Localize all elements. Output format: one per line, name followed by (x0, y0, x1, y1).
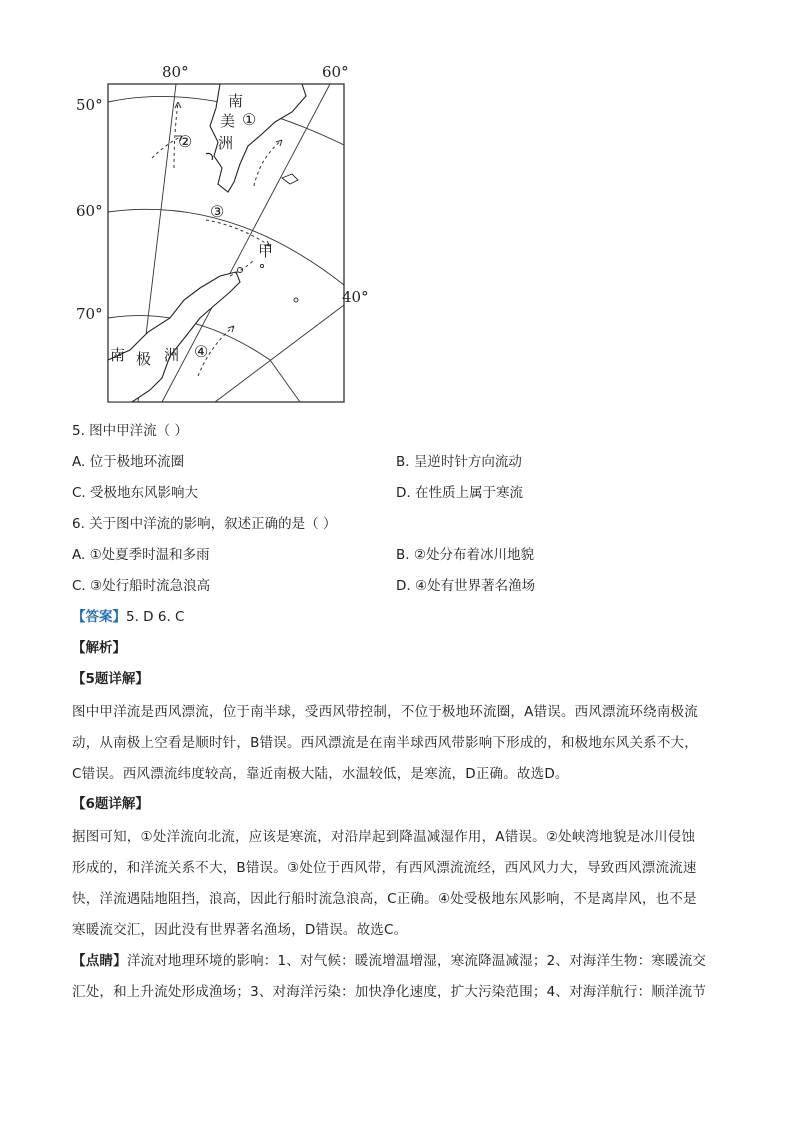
answer-tag: 【答案】 (72, 609, 126, 625)
q6-option-c: C. ③处行船时流急浪高 (72, 578, 211, 594)
answer-row (72, 608, 184, 626)
detail6-line: 寒暖流交汇，因此没有世界著名渔场，D错误。故选C。 (72, 922, 408, 938)
detail5-tag: 【5题详解】 (72, 671, 149, 687)
lat-label-50: 50° (76, 96, 103, 114)
marker-2: ② (178, 132, 193, 151)
q6-option-a: A. ①处夏季时温和多雨 (72, 547, 210, 563)
detail5-line: 图中甲洋流是西风漂流，位于南半球，受西风带控制，不位于极地环流圈，A错误。西风漂流环绕南极流 (72, 704, 698, 720)
detail6-tag: 【6题详解】 (72, 796, 149, 812)
detail5-line: 动，从南极上空看是顺时针，B错误。西风漂流是在南半球西风带影响下形成的，和极地东风关系不大， (72, 735, 698, 751)
tip-tag: 【点睛】 (72, 953, 127, 969)
q5-stem: 5. 图中甲洋流（ ） (72, 423, 188, 439)
marker-1: ① (242, 110, 257, 129)
tip-paragraph (72, 946, 722, 1008)
lat-label-70: 70° (76, 305, 103, 323)
answer-text: 5. D 6. C (126, 609, 185, 625)
lon-label-40: 40° (342, 288, 369, 306)
lon-40-line (215, 305, 344, 402)
q6-stem: 6. 关于图中洋流的影响，叙述正确的是（ ） (72, 516, 337, 532)
q6-option-d: D. ④处有世界著名渔场 (396, 578, 536, 594)
detail6-line: 快，洋流遇陆地阻挡，浪高，因此行船时流急浪高，C正确。④处受极地东风影响，不是离岸风，也不是 (72, 891, 697, 907)
lat-label-60: 60° (76, 202, 103, 220)
q5-option-d: D. 在性质上属于寒流 (396, 485, 523, 501)
antarctica-label-2: 极 (136, 350, 152, 368)
lon-label-80: 80° (162, 63, 189, 81)
q5-option-a: A. 位于极地环流圈 (72, 454, 185, 470)
antarctica-label-3: 洲 (164, 346, 180, 364)
island (206, 153, 213, 160)
detail5-paragraph (72, 697, 722, 790)
lon-label-60: 60° (322, 63, 349, 81)
marker-4: ④ (194, 342, 209, 361)
analysis-tag: 【解析】 (72, 640, 126, 656)
detail6-paragraph (72, 822, 722, 946)
arrowhead (175, 102, 181, 108)
detail5-line: C错误。西风漂流纬度较高，靠近南极大陆，水温较低，是寒流，D正确。故选D。 (72, 766, 569, 782)
q6-option-b: B. ②处分布着冰川地貌 (396, 547, 534, 563)
ocean-current-map (70, 60, 390, 405)
antarctica-label-1: 南 (110, 346, 126, 364)
lat-60-line (108, 209, 344, 285)
antarctica-land (108, 272, 240, 402)
south-america-label-3: 洲 (218, 134, 234, 152)
current-arrow (254, 140, 282, 186)
detail6-line: 据图可知，①处洋流向北流，应该是寒流，对沿岸起到降温减湿作用，A错误。②处峡湾地貌是冰川侵蚀 (72, 829, 696, 845)
tip-line-1 (72, 946, 722, 977)
q5-option-b: B. 呈逆时针方向流动 (396, 454, 522, 470)
south-america-label-2: 美 (220, 112, 236, 130)
detail6-line: 形成的，和洋流关系不大，B错误。③处位于西风带，有西风漂流流经，西风风力大，导致西风漂流流速 (72, 860, 697, 876)
falkland-islands (282, 174, 298, 184)
tip-text: 洋流对地理环境的影响：1、对气候：暖流增温增湿，寒流降温减湿；2、对海洋生物：寒暖流交 (126, 953, 707, 969)
island (260, 264, 263, 267)
current-label-jia: 甲 (258, 242, 274, 260)
marker-3: ③ (210, 202, 225, 221)
q5-option-c: C. 受极地东风影响大 (72, 485, 199, 501)
island (294, 298, 298, 302)
tip-line: 汇处，和上升流处形成渔场；3、对海洋污染：加快净化速度，扩大污染范围；4、对海洋航行：顺洋流节 (72, 984, 707, 1000)
south-america-label-1: 南 (228, 92, 244, 110)
